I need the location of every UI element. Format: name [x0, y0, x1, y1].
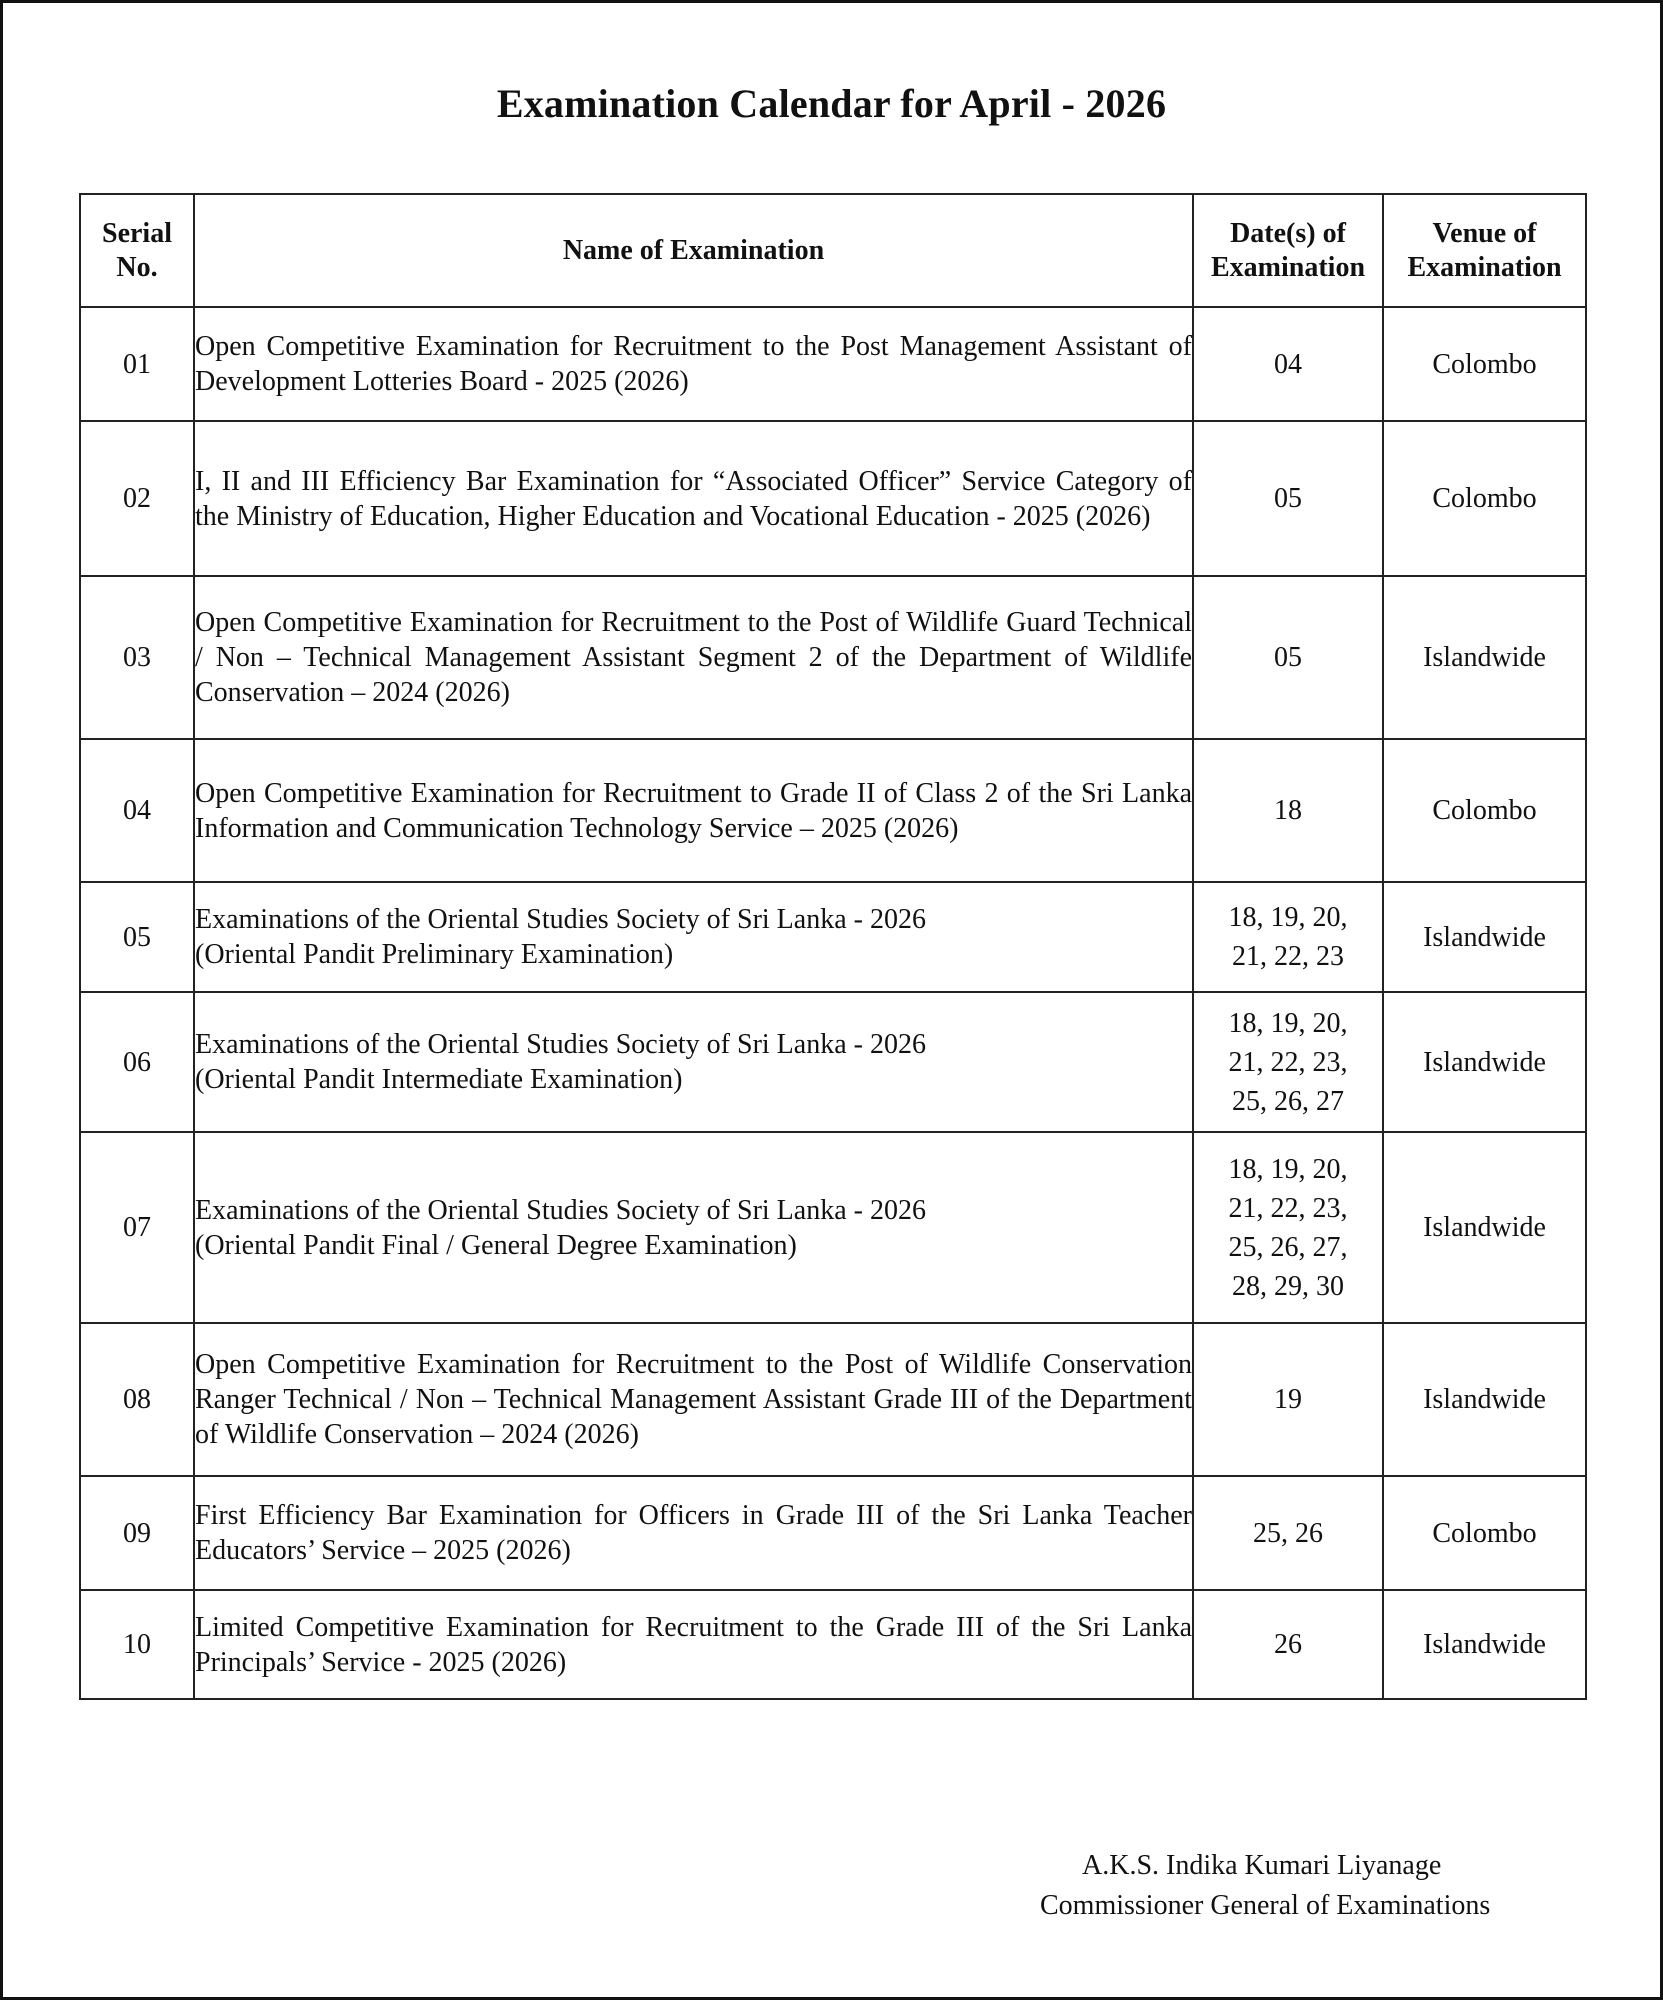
exam-name-line: (Oriental Pandit Intermediate Examination) — [195, 1064, 683, 1095]
page-title: Examination Calendar for April - 2026 — [496, 81, 1167, 126]
dates-cell — [1193, 1476, 1383, 1590]
date-line: 18, 19, 20, — [1228, 1007, 1348, 1039]
date-line: 21, 22, 23, — [1228, 1192, 1348, 1224]
serial-cell: 08 — [80, 1323, 194, 1476]
serial-cell: 02 — [80, 421, 194, 576]
date-line: 25, 26 — [1253, 1517, 1323, 1549]
header-dates-line-1: Date(s) of — [1230, 217, 1346, 249]
dates-cell — [1193, 882, 1383, 992]
date-line: 04 — [1274, 348, 1302, 380]
serial-cell: 07 — [80, 1132, 194, 1323]
dates-cell — [1193, 739, 1383, 882]
exam-name-cell: I, II and III Efficiency Bar Examination for “Associated Officer” Service Category of the Ministry of Education, Higher Education and Vocational Education - 2025 (2026) — [194, 421, 1193, 576]
dates-cell — [1193, 1590, 1383, 1699]
header-name-of-examination: Name of Examination — [194, 194, 1193, 307]
table-row — [80, 576, 1586, 739]
venue-cell: Colombo — [1383, 739, 1586, 882]
date-line: 25, 26, 27, — [1228, 1231, 1348, 1263]
serial-cell: 10 — [80, 1590, 194, 1699]
table-row — [80, 421, 1586, 576]
date-line: 18, 19, 20, — [1228, 1153, 1348, 1185]
exam-name-line: Examinations of the Oriental Studies Society of Sri Lanka - 2026 — [195, 904, 926, 935]
exam-name-line: Examinations of the Oriental Studies Society of Sri Lanka - 2026 — [195, 1029, 926, 1060]
dates-cell — [1193, 307, 1383, 421]
dates-cell — [1193, 1132, 1383, 1323]
table-row — [80, 1323, 1586, 1476]
header-dates — [1193, 194, 1383, 307]
venue-cell: Islandwide — [1383, 1323, 1586, 1476]
serial-cell: 06 — [80, 992, 194, 1132]
dates-cell — [1193, 992, 1383, 1132]
date-line: 21, 22, 23, — [1228, 1046, 1348, 1078]
exam-name-cell: Limited Competitive Examination for Recruitment to the Grade III of the Sri Lanka Principals’ Service - 2025 (2026) — [194, 1590, 1193, 1699]
dates-cell — [1193, 576, 1383, 739]
venue-cell: Islandwide — [1383, 1132, 1586, 1323]
date-line: 21, 22, 23 — [1232, 941, 1344, 972]
header-dates-line-2: Examination — [1210, 251, 1366, 283]
date-line: 28, 29, 30 — [1232, 1270, 1344, 1302]
serial-cell: 01 — [80, 307, 194, 421]
exam-name-cell: Open Competitive Examination for Recruitment to the Post of Wildlife Guard Technical / Non – Technical Management Assistant Segment 2 of the Department of Wildlife Conservation – 2024 (2026) — [194, 576, 1193, 739]
table-row — [80, 307, 1586, 421]
venue-cell: Colombo — [1383, 307, 1586, 421]
table-row — [80, 1476, 1586, 1590]
exam-name-cell: Open Competitive Examination for Recruitment to the Post Management Assistant of Development Lotteries Board - 2025 (2026) — [194, 307, 1193, 421]
header-serial-line-2: No. — [116, 251, 158, 283]
venue-cell: Islandwide — [1383, 992, 1586, 1132]
date-line: 05 — [1274, 642, 1302, 673]
venue-cell: Colombo — [1383, 1476, 1586, 1590]
header-venue — [1383, 194, 1586, 307]
date-line: 25, 26, 27 — [1232, 1085, 1344, 1117]
date-line: 19 — [1274, 1384, 1302, 1415]
table-row — [80, 882, 1586, 992]
examination-calendar-table — [79, 193, 1587, 1700]
venue-cell: Islandwide — [1383, 1590, 1586, 1699]
signatory-name: A.K.S. Indika Kumari Liyanage — [1082, 1850, 1442, 1881]
exam-name-line: (Oriental Pandit Preliminary Examination) — [195, 939, 674, 970]
dates-cell — [1193, 1323, 1383, 1476]
exam-name-cell — [194, 1132, 1193, 1323]
signatory-designation: Commissioner General of Examinations — [1040, 1890, 1491, 1921]
exam-name-cell: First Efficiency Bar Examination for Officers in Grade III of the Sri Lanka Teacher Educators’ Service – 2025 (2026) — [194, 1476, 1193, 1590]
header-venue-line-1: Venue of — [1432, 217, 1537, 249]
exam-name-cell: Open Competitive Examination for Recruitment to the Post of Wildlife Conservation Ranger Technical / Non – Technical Management Assistant Grade III of the Department of Wildlife Conservation – 2024 (2026) — [194, 1323, 1193, 1476]
serial-cell: 05 — [80, 882, 194, 992]
serial-cell: 03 — [80, 576, 194, 739]
table-row — [80, 992, 1586, 1132]
exam-name-cell — [194, 992, 1193, 1132]
table-row — [80, 1132, 1586, 1323]
table-row — [80, 1590, 1586, 1699]
table-header-row — [80, 194, 1586, 307]
header-venue-line-2: Examination — [1407, 251, 1562, 283]
dates-cell — [1193, 421, 1383, 576]
exam-name-line: (Oriental Pandit Final / General Degree Examination) — [195, 1229, 797, 1261]
exam-name-cell: Open Competitive Examination for Recruitment to Grade II of Class 2 of the Sri Lanka Information and Communication Technology Service – 2025 (2026) — [194, 739, 1193, 882]
venue-cell: Islandwide — [1383, 576, 1586, 739]
serial-cell: 04 — [80, 739, 194, 882]
serial-cell: 09 — [80, 1476, 194, 1590]
date-line: 05 — [1274, 483, 1302, 514]
date-line: 18 — [1274, 795, 1302, 826]
exam-name-line: Examinations of the Oriental Studies Society of Sri Lanka - 2026 — [195, 1194, 926, 1226]
exam-name-cell — [194, 882, 1193, 992]
venue-cell: Islandwide — [1383, 882, 1586, 992]
date-line: 18, 19, 20, — [1228, 902, 1348, 933]
header-serial-line-1: Serial — [102, 217, 172, 249]
date-line: 26 — [1274, 1629, 1302, 1660]
table-row — [80, 739, 1586, 882]
venue-cell: Colombo — [1383, 421, 1586, 576]
header-serial-no — [80, 194, 194, 307]
